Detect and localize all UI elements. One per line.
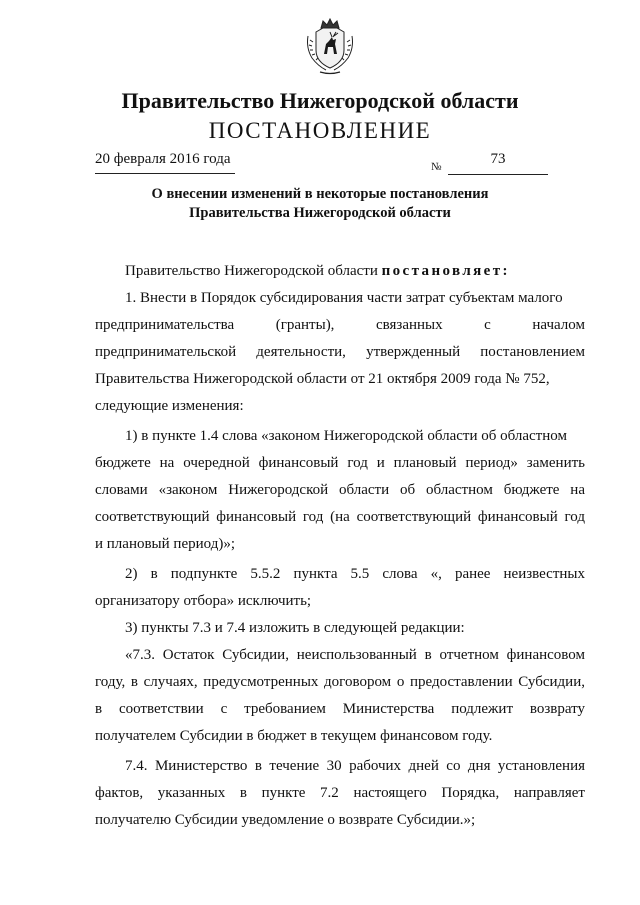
- paragraph-line: фактов, указанных в пункте 7.2 настоящего Порядка, направляет: [95, 785, 585, 801]
- paragraph-line: получателю Субсидии уведомление о возврате Субсидии.»;: [95, 812, 476, 828]
- paragraph-line: 3) пункты 7.3 и 7.4 изложить в следующей редакции:: [125, 620, 465, 636]
- document-type: ПОСТАНОВЛЕНИЕ: [208, 118, 432, 143]
- document-subject: [0, 185, 640, 223]
- preamble: [95, 258, 585, 285]
- subject-line: Правительства Нижегородской области: [189, 205, 451, 221]
- paragraph-line: «7.3. Остаток Субсидии, неиспользованный в отчетном финансовом: [125, 647, 585, 663]
- document-body: [95, 258, 585, 834]
- paragraph-line: следующие изменения:: [95, 398, 244, 414]
- number-label: №: [431, 161, 442, 173]
- paragraph-line: 7.4. Министерство в течение 30 рабочих дней со дня установления: [125, 758, 585, 774]
- paragraph-line: в соответствии с требованием Министерства подлежит возврату: [95, 701, 585, 717]
- paragraph-line: и плановый период)»;: [95, 536, 235, 552]
- preamble-text: Правительство Нижегородской области: [125, 263, 382, 279]
- paragraph-line: словами «законом Нижегородской области об областном бюджете на: [95, 482, 585, 498]
- preamble-emphasis: постановляет:: [381, 263, 510, 279]
- paragraph-line: Правительства Нижегородской области от 21 октября 2009 года № 752,: [95, 371, 550, 387]
- paragraph-line: получателем Субсидии в бюджет в текущем финансовом году.: [95, 728, 493, 744]
- paragraph-line: году, в случаях, предусмотренных договором о предоставлении Субсидии,: [95, 674, 585, 690]
- date-underline: [95, 173, 235, 174]
- paragraph-line: 2) в подпункте 5.5.2 пункта 5.5 слова «, ранее неизвестных: [125, 566, 585, 582]
- coat-of-arms-emblem: [302, 14, 358, 76]
- paragraph-line: 1. Внести в Порядок субсидирования части затрат субъектам малого: [125, 290, 563, 306]
- subject-line: О внесении изменений в некоторые постановления: [151, 186, 489, 202]
- government-title: Правительство Нижегородской области: [121, 88, 519, 113]
- paragraph-line: соответствующий финансовый год (на соответствующий финансовый год: [95, 509, 585, 525]
- paragraph-line: бюджете на очередной финансовый год и плановый период» заменить: [95, 455, 585, 471]
- document-number: 73: [490, 151, 506, 167]
- paragraph-line: предпринимательской деятельности, утвержденный постановлением: [95, 344, 585, 360]
- paragraph-line: предпринимательства (гранты), связанных с началом: [95, 317, 585, 333]
- number-underline: [448, 174, 548, 175]
- paragraph-line: 1) в пункте 1.4 слова «законом Нижегородской области об областном: [125, 428, 567, 444]
- paragraph-line: организатору отбора» исключить;: [95, 593, 312, 609]
- document-date: 20 февраля 2016 года: [95, 151, 231, 167]
